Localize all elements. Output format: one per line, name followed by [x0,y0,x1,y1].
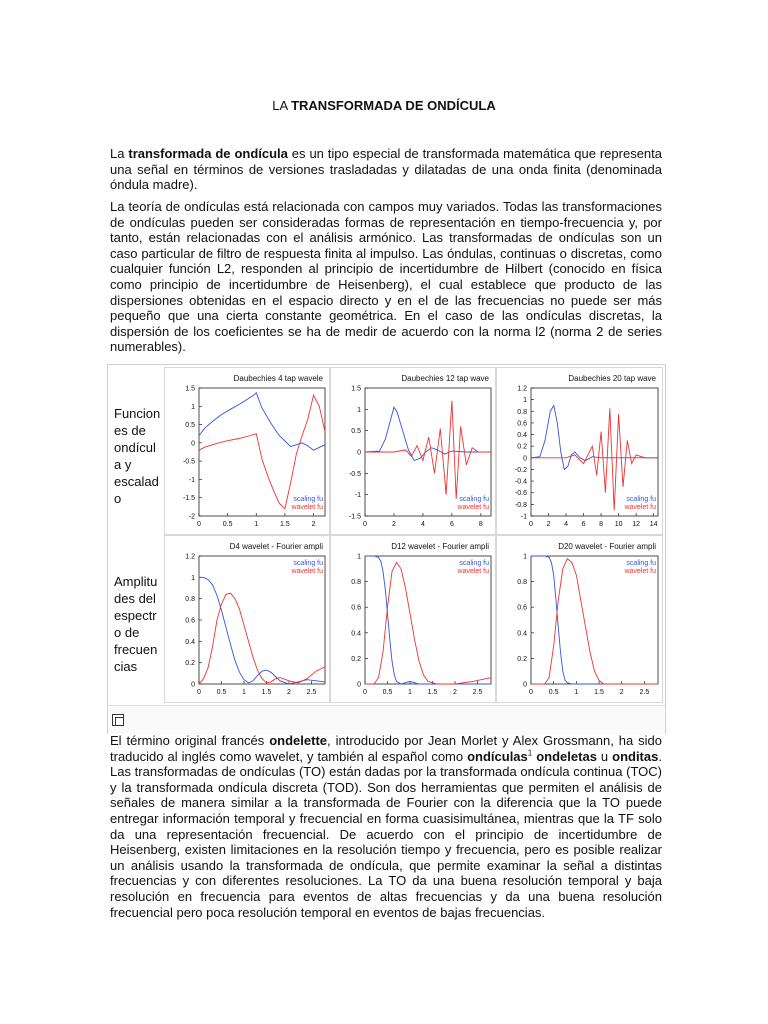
x-tick-label: 1.5 [280,521,290,528]
legend-entry: scaling fu [626,496,656,503]
series-line-wavelet [199,593,325,684]
x-tick-label: 2.5 [306,689,317,696]
y-tick-label: 1.2 [185,553,195,561]
x-tick-label: 6 [581,521,586,528]
legend-entry: wavelet fu [457,504,489,511]
footnote-ref[interactable]: 1 [527,748,533,758]
y-tick-label: 0.6 [185,617,195,625]
y-tick-label: 1 [191,403,195,411]
legend-entry: wavelet fu [624,568,656,575]
y-tick-label: 1 [357,553,361,561]
y-tick-label: 1.5 [351,385,361,393]
chart-frame [199,556,325,684]
y-tick-label: 0.4 [351,630,361,638]
x-tick-label: 2 [311,521,316,528]
chart-cell-d4-fourier [164,535,330,703]
x-tick-label: 0.5 [548,689,559,696]
image-placeholder-icon[interactable] [112,714,124,726]
p3-text-i: . Las transformadas de ondículas (TO) están dadas por la transformada ondícula continua (TOC) y la transformada ondícula discreta (TOD). Son dos herramientas que permiten el análisis de señales de manera similar a la transformada de Fourier con la diferencia que la TO puede entregar información temporal y frecuencial en forma cuasisimultánea, mientras que la TF solo da una representación frecuencial. De acuerdo con el principio de incertidumbre de Heisenberg, existen limitaciones en la resolución tiempo y frecuencia, pero es posible realizar un análisis usando la transformada de ondícula, que permite examinar la señal a distintas frecuencias y con diferentes resoluciones. La TO da una buena resolución temporal y baja resolución en frecuencia para eventos de altas frecuencias y da una buena resolución frecuencial pero poca resolución temporal en eventos de bajas frecuencias. [110,748,662,920]
series-line-scaling [199,577,325,684]
chart-d12-functions [331,368,495,534]
x-tick-label: 12 [632,521,641,528]
p3-text-g: u [596,748,613,764]
y-tick-label: -0.8 [514,501,527,509]
chart-d4-fourier [165,536,329,702]
row-label-functions: Funcion es de ondícul a y escalad o [114,406,161,506]
x-tick-label: 10 [614,521,623,528]
y-tick-label: 1 [523,553,527,561]
chart-cell-d12-functions [330,367,496,535]
chart-d4-functions [165,368,329,534]
x-tick-label: 0 [363,689,367,696]
title-prefix: LA [272,98,288,113]
x-tick-label: 4 [564,521,568,528]
legend-entry: scaling fu [459,560,489,567]
chart-title: D12 wavelet - Fourier ampli [391,542,489,551]
y-tick-label: 1 [523,397,527,405]
y-tick-label: -1.5 [348,513,361,521]
x-tick-label: 1 [408,689,412,696]
y-tick-label: -0.5 [182,458,195,466]
paragraph-intro [110,146,662,193]
chart-title: Daubechies 12 tap wave [401,374,489,383]
p3-bold-ondeletas: ondeletas [536,748,597,764]
x-tick-label: 2.5 [639,689,650,696]
x-tick-label: 0 [197,521,201,528]
legend-entry: wavelet fu [624,504,656,511]
chart-d20-functions [497,368,662,534]
series-line-wavelet [199,395,325,508]
y-tick-label: 0 [357,449,361,457]
x-tick-label: 1.5 [594,689,604,696]
p3-text-a: El término original francés [110,733,270,748]
y-tick-label: -2 [188,513,195,521]
p1-bold-term: transformada de ondícula [128,146,288,161]
title-bold: TRANSFORMADA DE ONDÍCULA [291,98,496,113]
legend-entry: scaling fu [626,560,656,567]
y-tick-label: 0.8 [185,596,195,604]
series-line-scaling [531,556,658,684]
chart-title: D20 wavelet - Fourier ampli [558,542,656,551]
x-tick-label: 0.5 [382,689,393,696]
legend-entry: scaling fu [293,560,323,567]
series-line-scaling [365,556,491,684]
legend-entry: scaling fu [293,496,323,503]
y-tick-label: -0.2 [514,466,527,474]
y-tick-label: 0.2 [517,443,527,451]
y-tick-label: 0.8 [351,579,361,587]
x-tick-label: 2 [287,689,291,696]
x-tick-label: 2.5 [472,689,483,696]
y-tick-label: 0.2 [517,655,527,663]
y-tick-label: -0.4 [514,478,527,486]
series-line-scaling [365,407,491,460]
p3-bold-ondiculas: ondículas [467,748,528,764]
x-tick-label: 0.5 [216,689,227,696]
p3-text-c: , introducido por Jean Morlet y Alex Grossmann, ha sido traducido al inglés como wavelet, y también al español como [110,733,663,764]
series-line-scaling [199,393,325,450]
chart-cell-d20-fourier [496,535,663,703]
y-tick-label: -1.5 [182,495,195,503]
legend-entry: scaling fu [459,496,489,503]
y-tick-label: 1.5 [185,385,195,393]
x-tick-label: 8 [599,521,604,528]
y-tick-label: 0.4 [517,432,527,440]
y-tick-label: 1 [191,574,195,582]
chart-d12-fourier [331,536,495,702]
y-tick-label: 0.8 [517,408,527,416]
y-tick-label: 0.6 [517,420,527,428]
x-tick-label: 1.5 [427,689,438,696]
x-tick-label: 1 [242,689,246,696]
x-tick-label: 0 [529,521,533,528]
series-line-wavelet [531,408,658,510]
p1-text-c: es un tipo especial de transformada matemática que representa una señal en términos de versiones trasladadas y dilatadas de una onda finita (denominada óndula madre). [110,146,662,193]
x-tick-label: 2 [619,689,624,696]
paragraph-theory: La teoría de ondículas está relacionada con campos muy variados. Todas las transformaciones de ondículas pueden ser consideradas formas de representación en tiempo-frecuencia y, por tanto, están relacionadas con el análisis armónico. Las transformadas de ondículas son un caso particular de filtro de respuesta finita al impulso. Las óndulas, continuas o discretas, como cualquier función L2, responden al principio de incertidumbre de Hilbert (conocido en física como principio de incertidumbre de Heisenberg), el cual establece que producto de las dispersiones obtenidas en el espacio directo y en el de las frecuencias no puede ser más pequeño que una cierta constante geométrica. En el caso de las ondículas discretas, la dispersión de los coeficientes se ha de medir de acuerdo con la norma l2 (norma 2 de series numerables). [110,199,662,355]
chart-d20-fourier [497,536,662,702]
figure-footer [108,705,665,734]
y-tick-label: 0 [191,440,195,448]
p3-bold-onditas: onditas [612,748,659,764]
legend-entry: wavelet fu [291,568,323,575]
chart-cell-d12-fourier [330,535,496,703]
p1-text-a: La [110,146,129,161]
chart-cell-d20-functions [496,367,663,535]
document-title [0,98,768,113]
y-tick-label: 0 [523,681,527,689]
x-tick-label: 6 [449,521,454,528]
wavelet-figure [107,364,666,734]
x-tick-label: 8 [478,521,483,528]
y-tick-label: -0.6 [514,490,527,498]
chart-title: D4 wavelet - Fourier ampli [229,542,323,551]
x-tick-label: 14 [649,521,658,528]
y-tick-label: 1 [357,406,361,414]
y-tick-label: -1 [188,476,195,484]
y-tick-label: 0.2 [185,660,195,668]
x-tick-label: 2 [392,521,396,528]
y-tick-label: 0.5 [185,422,195,430]
legend-entry: wavelet fu [291,504,323,511]
x-tick-label: 1 [574,689,579,696]
y-tick-label: 0.8 [517,579,527,587]
y-tick-label: 0.6 [351,604,361,612]
x-tick-label: 0 [197,689,201,696]
y-tick-label: 0.6 [517,604,527,612]
y-tick-label: 0 [523,455,527,463]
chart-frame [531,556,658,684]
y-tick-label: 0.2 [351,655,361,663]
series-line-wavelet [531,559,658,684]
x-tick-label: 2 [453,689,457,696]
x-tick-label: 0.5 [222,521,233,528]
legend-entry: wavelet fu [457,568,489,575]
paragraph-origin [110,733,662,920]
y-tick-label: 0.4 [185,638,195,646]
y-tick-label: 1.2 [517,385,527,393]
y-tick-label: -0.5 [348,470,361,478]
y-tick-label: 0.4 [517,630,527,638]
y-tick-label: -1 [354,492,361,500]
chart-cell-d4-functions [164,367,330,535]
p3-bold-ondelette: ondelette [269,733,328,748]
x-tick-label: 4 [420,521,425,528]
x-tick-label: 1 [254,521,259,528]
chart-title: Daubechies 4 tap wavele [233,374,323,383]
row-label-spectrum: Amplitu des del espectr o de frecuen cias [114,574,158,674]
x-tick-label: 1.5 [261,689,272,696]
y-tick-label: 0 [191,681,195,689]
x-tick-label: 0 [363,521,367,528]
chart-title: Daubechies 20 tap wave [568,374,656,383]
x-tick-label: 0 [529,689,533,696]
y-tick-label: 0.5 [351,428,361,436]
y-tick-label: -1 [520,513,527,521]
y-tick-label: 0 [357,681,361,689]
x-tick-label: 2 [546,521,551,528]
